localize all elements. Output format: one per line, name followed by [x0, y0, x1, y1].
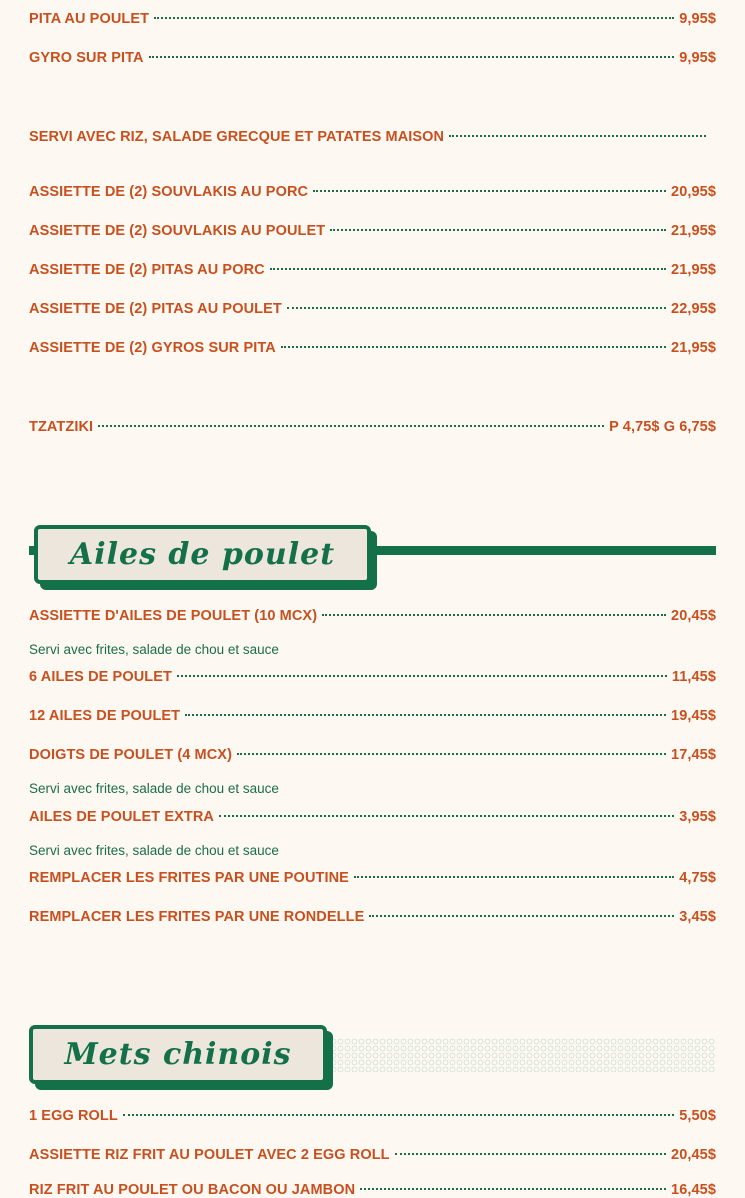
item-name: ASSIETTE DE (2) GYROS SUR PITA	[29, 340, 276, 356]
item-name: ASSIETTE DE (2) SOUVLAKIS AU PORC	[29, 184, 309, 200]
item-price: 21,95$	[671, 340, 716, 356]
menu-item	[29, 223, 716, 239]
dot-leader	[177, 675, 667, 677]
item-price: 5,50$	[679, 1108, 716, 1124]
dot-leader	[154, 17, 674, 19]
dot-leader	[449, 135, 706, 137]
banner-title-box	[29, 1025, 327, 1084]
menu-item	[29, 184, 716, 200]
item-price: 17,45$	[671, 747, 716, 763]
item-price: 20,45$	[671, 1147, 716, 1163]
banner-pattern	[330, 1038, 716, 1072]
plates-header-text: SERVI AVEC RIZ, SALADE GRECQUE ET PATATES MAISON	[29, 129, 445, 145]
item-price: 20,45$	[671, 608, 716, 624]
menu-item	[29, 909, 716, 925]
item-name: REMPLACER LES FRITES PAR UNE RONDELLE	[29, 909, 365, 925]
dot-leader	[354, 876, 674, 878]
item-name: 6 AILES DE POULET	[29, 669, 172, 685]
dot-leader	[369, 915, 674, 917]
item-note: Servi avec frites, salade de chou et sauce	[29, 642, 279, 657]
item-name: REMPLACER LES FRITES PAR UNE POUTINE	[29, 870, 349, 886]
menu-item	[29, 301, 716, 317]
item-name: 12 AILES DE POULET	[29, 708, 181, 724]
item-price: 19,45$	[671, 708, 716, 724]
item-price: 20,95$	[671, 184, 716, 200]
menu-item	[29, 669, 716, 685]
item-price: 21,95$	[671, 262, 716, 278]
item-price: 3,95$	[679, 809, 716, 825]
dot-leader	[281, 346, 666, 348]
menu-item	[29, 870, 716, 886]
menu-item	[29, 708, 716, 724]
item-price: 3,45$	[679, 909, 716, 925]
menu-item	[29, 1108, 716, 1124]
dot-leader	[149, 56, 675, 58]
item-name: DOIGTS DE POULET (4 MCX)	[29, 747, 232, 763]
item-name: GYRO SUR PITA	[29, 50, 144, 66]
dot-leader	[237, 753, 666, 755]
menu-item	[29, 419, 716, 435]
section-title: Mets chinois	[64, 1037, 292, 1072]
item-name: AILES DE POULET EXTRA	[29, 809, 214, 825]
dot-leader	[313, 190, 666, 192]
menu-item	[29, 1182, 716, 1198]
menu-item	[29, 809, 716, 825]
item-price: 22,95$	[671, 301, 716, 317]
dot-leader	[322, 614, 666, 616]
item-name: ASSIETTE D'AILES DE POULET (10 MCX)	[29, 608, 318, 624]
dot-leader	[98, 425, 604, 427]
dot-leader	[330, 229, 666, 231]
dot-leader	[219, 815, 674, 817]
item-price: 9,95$	[679, 11, 716, 27]
item-price: 11,45$	[671, 669, 716, 685]
item-name: TZATZIKI	[29, 419, 94, 435]
item-price: 16,45$	[671, 1182, 716, 1198]
item-name: ASSIETTE DE (2) SOUVLAKIS AU POULET	[29, 223, 326, 239]
item-name: PITA AU POULET	[29, 11, 150, 27]
dot-leader	[360, 1188, 666, 1190]
dot-leader	[395, 1153, 666, 1155]
item-price: 21,95$	[671, 223, 716, 239]
plates-header	[29, 129, 711, 145]
item-name: ASSIETTE DE (2) PITAS AU PORC	[29, 262, 265, 278]
item-note: Servi avec frites, salade de chou et sauce	[29, 781, 279, 796]
dot-leader	[270, 268, 666, 270]
item-price: 4,75$	[679, 870, 716, 886]
item-name: RIZ FRIT AU POULET OU BACON OU JAMBON	[29, 1182, 356, 1198]
menu-item	[29, 50, 716, 66]
menu-item	[29, 747, 716, 763]
item-name: ASSIETTE RIZ FRIT AU POULET AVEC 2 EGG ROLL	[29, 1147, 390, 1163]
dot-leader	[287, 307, 666, 309]
menu-item	[29, 340, 716, 356]
banner-title-box	[34, 525, 371, 584]
menu-item	[29, 262, 716, 278]
dot-leader	[123, 1114, 674, 1116]
menu-item	[29, 11, 716, 27]
item-price: 9,95$	[679, 50, 716, 66]
item-name: 1 EGG ROLL	[29, 1108, 118, 1124]
section-title: Ailes de poulet	[69, 537, 336, 572]
menu-item	[29, 608, 716, 624]
item-price: P 4,75$ G 6,75$	[609, 419, 716, 435]
item-name: ASSIETTE DE (2) PITAS AU POULET	[29, 301, 282, 317]
menu-item	[29, 1147, 716, 1163]
dot-leader	[185, 714, 666, 716]
item-note: Servi avec frites, salade de chou et sauce	[29, 843, 279, 858]
